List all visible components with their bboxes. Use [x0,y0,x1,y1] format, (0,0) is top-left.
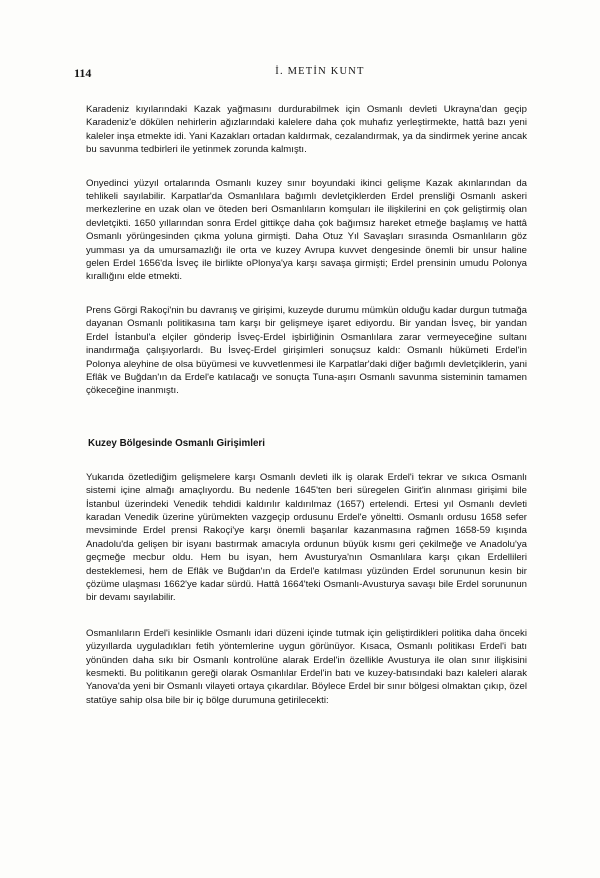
paragraph: Osmanlıların Erdel'i kesinlikle Osmanlı idari düzeni içinde tutmak için geliştirdikleri politika daha önceki yüzyıllarda uyguladıkları fetih yöntemlerine uygun görünüyor. Kısaca, Osmanlı politikası Erdel'i batı yönünden daha sıkı bir Osmanlı kontrolüne alarak Erdel'in özellikle Avusturya ile olan sınır ilişkisini kesmekti. Bu politikanın gereği olarak Osmanlılar Erdel'in batı ve kuzey-batısındaki bazı kaleleri alarak Yanova'da yeni bir Osmanlı vilayeti ortaya çıkardılar. Böylece Erdel bir sınır bölgesi olmaktan çıkıp, özel statüye sahip olsa bile bir iç bölge durumuna getirilecekti: [86,627,527,706]
section-title: Kuzey Bölgesinde Osmanlı Girişimleri [88,437,265,449]
paragraph: Karadeniz kıyılarındaki Kazak yağmasını durdurabilmek için Osmanlı devleti Ukrayna'dan geçip Karadeniz'e dökülen nehirlerin ağızlarındaki kalelere daha çok muhafız yerleştirmekte, hattâ bazı yeni kaleler inşa etmekte idi. Yani Kazakları ortadan kaldırmak, cezalandırmak, ya da sindirmek yerine ancak bu savunma tedbirleri ile yetinmek zorunda kalmıştı. [86,104,527,156]
paragraph: Onyedinci yüzyıl ortalarında Osmanlı kuzey sınır boyundaki ikinci gelişme Kazak akınlarından da tehlikeli sayılabilir. Karpatlar'da Osmanlılara bağımlı devletçiklerden Erdel prensliği Osmanlı askeri merkezlerine en uzak olan ve öteden beri Osmanlıların komşuları ile ilişkilerini en çok geliştirmiş olan devletçikti. 1650 yıllarından sonra Erdel gittikçe daha çok bağımsız hareket etmeğe başlamış ve hattâ Osmanlı yörüngesinden çıkma yoluna girmişti. Daha Otuz Yıl Savaşları sırasında Osmanlıların göz yumması ya da umursamazlığı ile orta ve kuzey Avrupa kuvvet dengesinde önemli bir unsur haline gelen Erdel 1656'da İsveç ile birlikte oPlonya'ya karşı savaşa girmişti; Erdel prensinin umudu Polonya kırallığını elde etmekti. [86,177,527,283]
running-head: İ. METİN KUNT [275,66,365,77]
body-text [86,103,527,707]
paragraph: Yukarıda özetlediğim gelişmelere karşı Osmanlı devleti ilk iş olarak Erdel'i tekrar ve sıkıca Osmanlı sistemi içine almağı amaçlıyordu. Bu nedenle 1645'ten beri süregelen Girit'in alınması girişimi bile İstanbul üzerindeki Venedik tehdidi kaldırılır kaldırılmaz (1657) ertelendi. Ertesi yıl Osmanlı devleti karadan Venedik üzerine yürümekten vazgeçip ordusunu Erdel'e yöneltti. Osmanlı ordusu 1658 sefer mevsiminde Erdel prensi Rakoçi'ye karşı önemli başarılar kazanmasına rağmen 1658-59 kışında Anadolu'da gelişen bir isyanı bastırmak amacıyla ordunun büyük kısmı geri çekilmeğe ve Anadolu'ya geçmeğe mecbur oldu. Hem bu isyan, hem Avusturya'nın Osmanlılara karşı çıkan Erdellileri desteklemesi, hem de Eflâk ve Buğdan'ın da Erdel'e katılması yüzünden Erdel sorununun kesin bir çözüme ulaşması 1662'ye kadar sürdü. Hattâ 1664'teki Osmanlı-Avusturya savaşı bile Erdel sorununun bir devamı sayılabilir. [86,471,527,604]
paragraph: Prens Görgi Rakoçi'nin bu davranış ve girişimi, kuzeyde durumu mümkün olduğu kadar durgun tutmağa dayanan Osmanlı politikasına tam karşı bir gelişmeye işaret ediyordu. Bir yandan İsveç, bir yandan Erdel İstanbul'a elçiler gönderip İsveç-Erdel işbirliğinin Osmanlılara zarar vermeyeceğine sultanı inandırmağa çalışıyorlardı. Bu İsveç-Erdel girişimleri sonuçsuz kaldı: Osmanlı hükümeti Erdel'in Polonya aleyhine de olsa büyümesi ve kuvvetlenmesi ile Karpatlar'daki diğer bağımlı devletçiklerin, yani Eflâk ve Buğdan'ın da Erdel'e katılacağı ve sonuçta Tuna-aşırı Osmanlı savunma sisteminin tamamen çökeceğine inanmıştı. [86,304,527,397]
page-header [0,66,600,84]
page-number: 114 [74,66,92,80]
